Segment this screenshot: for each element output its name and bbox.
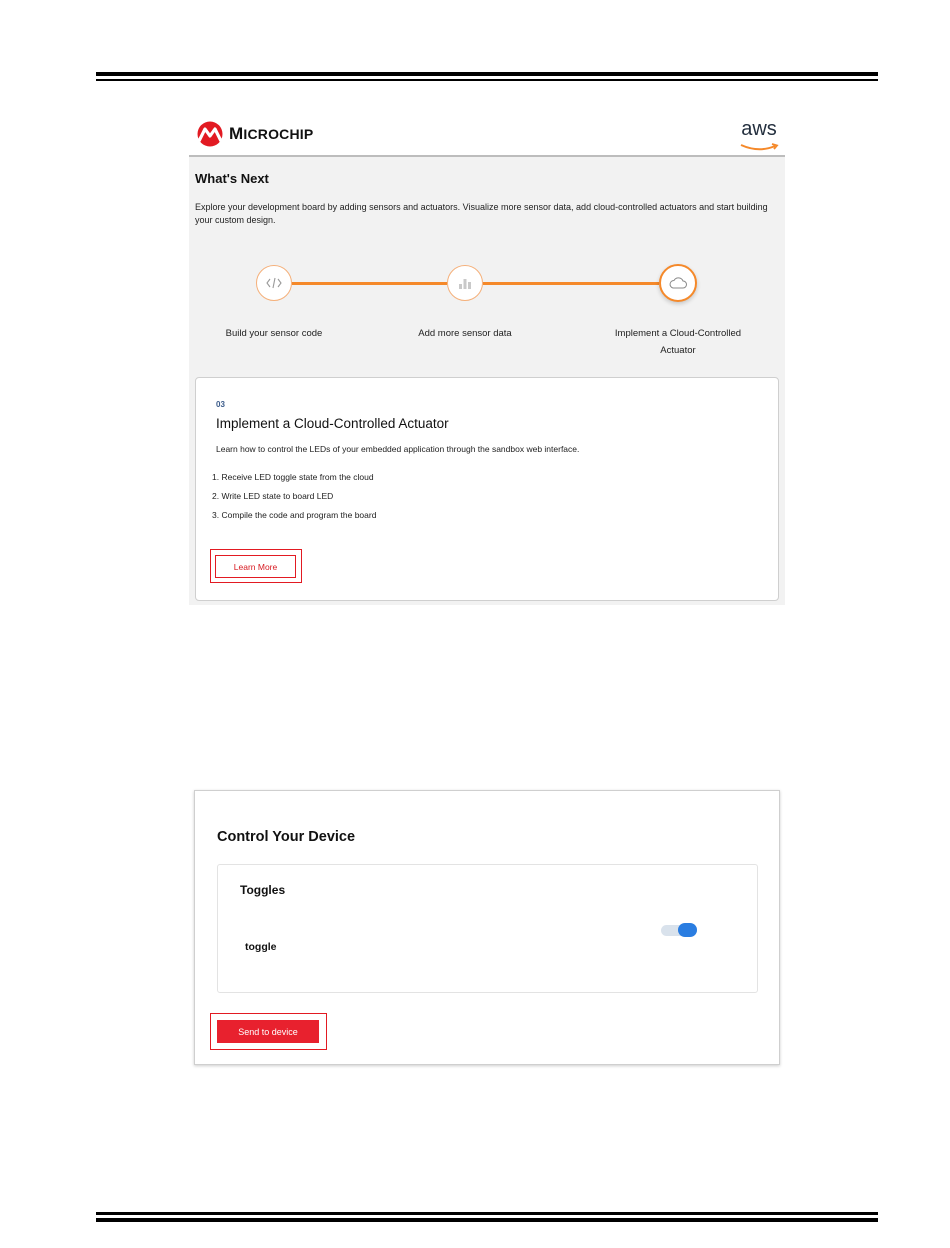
toggles-title: Toggles	[240, 883, 286, 897]
microchip-wordmark: MICROCHIP	[229, 124, 314, 143]
page-description: Explore your development board by adding sensors and actuators. Visualize more sensor data, add cloud-controlled actuators and start building your custom design.	[195, 202, 768, 225]
send-to-device-button[interactable]: Send to device	[217, 1020, 319, 1043]
list-item: 1. Receive LED toggle state from the cloud	[212, 472, 374, 482]
step-cloud-actuator[interactable]	[659, 264, 697, 302]
whats-next-screenshot	[189, 111, 785, 605]
toggle-knob	[678, 923, 697, 937]
app-header	[189, 111, 785, 157]
footer-rule-thin	[96, 1218, 878, 1222]
code-icon	[266, 277, 282, 289]
step-label-build-code: Build your sensor code	[225, 328, 323, 339]
control-title: Control Your Device	[217, 829, 356, 845]
page-title: What's Next	[195, 171, 269, 186]
toggle-switch[interactable]	[661, 923, 697, 937]
card-step-list	[212, 472, 376, 529]
card-title: Implement a Cloud-Controlled Actuator	[216, 416, 449, 431]
microchip-logo	[195, 121, 313, 147]
step-build-code[interactable]	[256, 265, 292, 301]
header-rule-thick	[96, 72, 878, 76]
step-add-sensor-data[interactable]	[447, 265, 483, 301]
header-rule-thin	[96, 79, 878, 81]
list-item: 3. Compile the code and program the board	[212, 510, 377, 520]
toggle-label: toggle	[245, 941, 277, 953]
aws-smile-icon	[739, 143, 779, 152]
card-step-number: 03	[216, 400, 225, 409]
cloud-icon	[668, 276, 688, 290]
microchip-emblem-icon	[195, 121, 225, 147]
bar-chart-icon	[458, 276, 472, 290]
toggles-panel	[217, 864, 758, 993]
step-label-add-sensor-data: Add more sensor data	[418, 328, 512, 339]
card-description: Learn how to control the LEDs of your embedded application through the sandbox web interface.	[216, 444, 580, 454]
aws-logo	[739, 119, 779, 157]
aws-wordmark: aws	[741, 118, 777, 140]
learn-more-button[interactable]: Learn More	[215, 555, 296, 578]
list-item: 2. Write LED state to board LED	[212, 491, 334, 501]
step-connector-2	[483, 282, 659, 285]
step-label-cloud-actuator: Implement a Cloud-Controlled Actuator	[614, 328, 742, 356]
footer-rule-thick	[96, 1212, 878, 1215]
actuator-card	[195, 377, 779, 601]
step-connector-1	[292, 282, 447, 285]
control-device-screenshot	[194, 790, 780, 1065]
